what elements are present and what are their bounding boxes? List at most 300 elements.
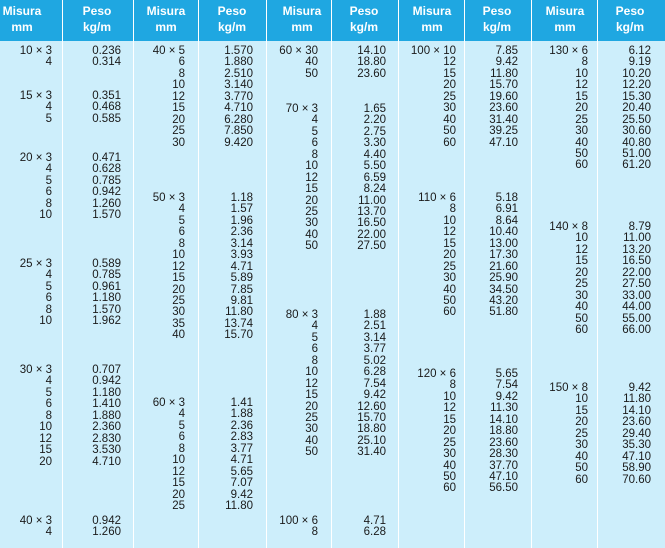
- misura-cell: 10: [39, 209, 52, 222]
- misura-cell: 50: [575, 462, 588, 475]
- misura-cell: 6: [45, 292, 52, 305]
- misura-cell: 15: [305, 389, 318, 402]
- peso-cell: 16.50: [622, 255, 651, 268]
- peso-cell: 0.707: [92, 364, 121, 376]
- peso-cell: 13.74: [224, 317, 253, 330]
- peso-cell: 43.20: [489, 294, 518, 307]
- misura-cell: 30 × 3: [19, 364, 52, 376]
- misura-cell: 6: [45, 398, 52, 411]
- peso-cell: 5.65: [495, 368, 518, 380]
- misura-cell: 10: [575, 232, 588, 245]
- misura-cell: 12: [39, 432, 52, 445]
- peso-cell: 2.83: [230, 431, 253, 444]
- peso-header: [202, 3, 262, 39]
- misura-cell: 4: [178, 408, 185, 421]
- table-row: [0, 527, 665, 538]
- peso-cell: 6.28: [363, 366, 386, 379]
- misura-cell: 25: [172, 294, 185, 307]
- peso-cell: 10.40: [489, 226, 518, 239]
- misura-cell: 15: [172, 477, 185, 490]
- misura-cell: 4: [45, 56, 52, 69]
- misura-cell: 5: [45, 280, 52, 293]
- misura-cell: 10: [443, 390, 456, 403]
- peso-cell: 0.785: [92, 174, 121, 187]
- peso-cell: 11.00: [358, 194, 386, 207]
- misura-cell: 25: [575, 278, 588, 291]
- misura-cell: 12: [172, 90, 185, 103]
- peso-cell: 9.81: [230, 294, 253, 307]
- peso-cell: 1.41: [230, 397, 253, 409]
- table-row: [0, 383, 665, 394]
- peso-cell: 25.10: [357, 434, 386, 447]
- peso-cell: 51.00: [622, 147, 651, 160]
- header-unit: mm: [554, 20, 576, 34]
- misura-cell: 60: [575, 323, 588, 336]
- table-row: [0, 57, 665, 68]
- misura-cell: 25: [575, 113, 588, 126]
- misura-cell: 8: [178, 237, 185, 250]
- misura-cell: 10: [575, 67, 588, 80]
- peso-cell: 25.50: [622, 113, 651, 126]
- header-unit: mm: [291, 20, 313, 34]
- misura-cell: 40 × 3: [19, 515, 52, 527]
- misura-cell: 30: [575, 289, 588, 302]
- misura-cell: 30: [575, 439, 588, 452]
- misura-cell: 15: [575, 404, 588, 417]
- peso-cell: 7.54: [363, 377, 386, 390]
- misura-cell: 15: [443, 237, 456, 250]
- header-label: Misura: [545, 4, 585, 18]
- misura-cell: 60: [443, 136, 456, 149]
- peso-cell: 3.770: [224, 90, 253, 103]
- peso-cell: 34.50: [489, 283, 518, 296]
- misura-cell: 15: [443, 413, 456, 426]
- peso-cell: 3.30: [363, 137, 386, 150]
- peso-cell: 15.70: [489, 79, 518, 92]
- misura-cell: 30: [172, 306, 185, 319]
- peso-cell: 7.54: [495, 379, 518, 392]
- misura-cell: 20: [39, 455, 52, 468]
- peso-cell: 11.80: [225, 499, 253, 512]
- peso-cell: 6.59: [363, 171, 386, 184]
- peso-cell: 3.140: [224, 79, 253, 92]
- peso-cell: 55.00: [622, 312, 651, 325]
- misura-cell: 6: [311, 343, 318, 356]
- misura-cell: 40: [443, 459, 456, 472]
- table-row: [0, 138, 665, 149]
- misura-cell: 30: [443, 272, 456, 285]
- header-label: Misura: [2, 4, 42, 18]
- peso-cell: 14.10: [357, 45, 386, 57]
- misura-cell: 30: [172, 136, 185, 149]
- peso-cell: 12.20: [622, 79, 651, 92]
- peso-cell: 11.80: [623, 393, 651, 406]
- misura-cell: 20: [305, 194, 318, 207]
- peso-cell: 2.75: [363, 125, 386, 138]
- misura-cell: 20: [575, 416, 588, 429]
- peso-cell: 1.570: [92, 303, 121, 316]
- misura-cell: 110 × 6: [418, 192, 456, 204]
- peso-cell: 1.18: [230, 192, 253, 204]
- peso-cell: 7.850: [224, 125, 253, 138]
- peso-cell: 25.90: [489, 272, 518, 285]
- peso-cell: 11.80: [225, 306, 253, 319]
- table-row: [0, 80, 665, 91]
- misura-cell: 12: [575, 79, 588, 92]
- table-row: [0, 406, 665, 417]
- misura-cell: 8: [311, 526, 318, 539]
- misura-cell: 12: [305, 377, 318, 390]
- peso-cell: 22.00: [622, 266, 651, 279]
- misura-cell: 5: [45, 386, 52, 399]
- peso-cell: 28.30: [489, 448, 518, 461]
- peso-cell: 47.10: [489, 136, 518, 149]
- table-row: [0, 173, 665, 184]
- misura-cell: 10: [305, 160, 318, 173]
- peso-cell: 1.410: [92, 398, 121, 411]
- misura-cell: 60: [575, 159, 588, 172]
- misura-cell: 4: [311, 114, 318, 127]
- misura-cell: 8: [449, 203, 456, 216]
- peso-cell: 9.42: [495, 56, 518, 69]
- peso-cell: 4.710: [224, 102, 253, 115]
- peso-cell: 23.60: [622, 416, 651, 429]
- misura-cell: 20: [172, 113, 185, 126]
- misura-cell: 30: [305, 217, 318, 230]
- peso-cell: 31.40: [357, 446, 386, 459]
- peso-cell: 7.07: [230, 477, 253, 490]
- header-unit: kg/m: [82, 20, 111, 34]
- misura-cell: 60: [443, 306, 456, 319]
- misura-cell: 80 × 3: [285, 309, 318, 321]
- misura-cell: 15: [172, 102, 185, 115]
- peso-cell: 6.91: [495, 203, 518, 216]
- table-row: [0, 149, 665, 160]
- peso-cell: 47.10: [489, 470, 518, 483]
- peso-cell: 33.00: [622, 289, 651, 302]
- misura-cell: 130 × 6: [549, 45, 588, 57]
- peso-cell: 1.880: [224, 56, 253, 69]
- misura-cell: 15: [172, 272, 185, 285]
- peso-header: [67, 3, 127, 39]
- misura-cell: 8: [178, 67, 185, 80]
- table-row: [0, 279, 665, 290]
- misura-cell: 30: [575, 125, 588, 138]
- peso-cell: 35.30: [622, 439, 651, 452]
- peso-cell: 21.60: [489, 260, 518, 273]
- misura-cell: 100 × 10: [410, 45, 456, 57]
- peso-cell: 23.60: [489, 436, 518, 449]
- header-unit: mm: [421, 20, 443, 34]
- peso-cell: 4.71: [363, 515, 386, 527]
- peso-cell: 2.360: [92, 421, 121, 434]
- peso-cell: 70.60: [622, 473, 651, 486]
- peso-cell: 20.40: [622, 102, 651, 115]
- peso-cell: 2.830: [92, 432, 121, 445]
- peso-cell: 5.65: [230, 465, 253, 478]
- table-row: [0, 256, 665, 267]
- table-row: [0, 475, 665, 486]
- misura-cell: 8: [178, 442, 185, 455]
- peso-cell: 1.260: [92, 197, 121, 210]
- peso-cell: 15.70: [224, 329, 253, 342]
- peso-cell: 5.89: [230, 272, 253, 285]
- table-row: [0, 69, 665, 80]
- peso-cell: 7.85: [230, 283, 253, 296]
- peso-cell: 9.42: [628, 382, 651, 394]
- misura-cell: 20: [443, 79, 456, 92]
- peso-cell: 9.42: [230, 488, 253, 501]
- misura-cell: 20: [443, 425, 456, 438]
- peso-cell: 10.20: [622, 67, 651, 80]
- misura-cell: 20 × 3: [19, 152, 52, 164]
- table-row: [0, 46, 665, 57]
- peso-cell: 18.80: [489, 425, 518, 438]
- misura-cell: 15: [575, 255, 588, 268]
- peso-cell: 12.60: [357, 400, 386, 413]
- peso-cell: 17.30: [489, 249, 518, 262]
- misura-cell: 10: [172, 454, 185, 467]
- peso-cell: 23.60: [489, 102, 518, 115]
- misura-cell: 4: [311, 320, 318, 333]
- peso-cell: 2.510: [224, 67, 253, 80]
- misura-cell: 25: [172, 125, 185, 138]
- peso-cell: 2.36: [230, 419, 253, 432]
- peso-cell: 3.530: [92, 444, 121, 457]
- misura-cell: 25: [305, 411, 318, 424]
- misura-cell: 5: [178, 419, 185, 432]
- table-row: [0, 126, 665, 137]
- table-row: [0, 452, 665, 463]
- misura-cell: 35: [172, 317, 185, 330]
- table-row: [0, 233, 665, 244]
- size-group: [0, 46, 665, 172]
- peso-cell: 61.20: [622, 159, 651, 172]
- header-label: Peso: [217, 4, 247, 18]
- table-row: [0, 302, 665, 313]
- misura-cell: 5: [311, 331, 318, 344]
- peso-cell: 3.14: [363, 331, 386, 344]
- misura-cell: 6: [45, 186, 52, 199]
- misura-cell: 15: [575, 90, 588, 103]
- peso-cell: 9.42: [495, 390, 518, 403]
- peso-cell: 19.60: [489, 90, 518, 103]
- peso-cell: 0.314: [92, 56, 121, 69]
- misura-cell: 12: [575, 243, 588, 256]
- peso-cell: 14.10: [489, 413, 518, 426]
- table-row: [0, 204, 665, 215]
- peso-cell: 4.71: [230, 260, 253, 273]
- table-row: [0, 429, 665, 440]
- peso-cell: 0.589: [92, 258, 121, 270]
- misura-header: [0, 3, 52, 39]
- misura-cell: 40: [575, 450, 588, 463]
- peso-cell: 1.88: [363, 309, 386, 321]
- misura-cell: 40: [443, 283, 456, 296]
- peso-cell: 4.710: [92, 455, 121, 468]
- header-label: Peso: [615, 4, 645, 18]
- peso-cell: 1.65: [363, 103, 386, 115]
- peso-cell: 31.40: [489, 113, 518, 126]
- misura-cell: 100 × 6: [279, 515, 318, 527]
- misura-cell: 20: [172, 283, 185, 296]
- misura-cell: 12: [443, 226, 456, 239]
- misura-cell: 50: [575, 147, 588, 160]
- misura-cell: 8: [45, 303, 52, 316]
- misura-cell: 60 × 30: [279, 45, 318, 57]
- peso-cell: 2.36: [230, 226, 253, 239]
- table-row: [0, 344, 665, 355]
- peso-cell: 5.18: [495, 192, 518, 204]
- peso-cell: 8.64: [495, 214, 518, 227]
- misura-cell: 8: [311, 148, 318, 161]
- peso-cell: 0.471: [92, 152, 121, 164]
- peso-cell: 5.50: [363, 160, 386, 173]
- misura-cell: 5: [45, 112, 52, 125]
- peso-cell: 1.88: [230, 408, 253, 421]
- header-label: Peso: [482, 4, 512, 18]
- peso-cell: 11.80: [490, 67, 518, 80]
- misura-cell: 15 × 3: [19, 90, 52, 102]
- misura-header: [402, 3, 462, 39]
- misura-cell: 4: [45, 163, 52, 176]
- misura-cell: 6: [178, 431, 185, 444]
- peso-cell: 0.961: [92, 280, 121, 293]
- header-label: Misura: [146, 4, 186, 18]
- peso-cell: 1.570: [92, 209, 121, 222]
- peso-cell: 1.962: [92, 315, 121, 328]
- misura-cell: 10: [172, 79, 185, 92]
- misura-cell: 40: [305, 56, 318, 69]
- peso-cell: 15.30: [622, 90, 651, 103]
- peso-cell: 16.50: [357, 217, 386, 230]
- peso-cell: 0.942: [92, 375, 121, 388]
- misura-cell: 50: [305, 446, 318, 459]
- peso-cell: 29.40: [622, 427, 651, 440]
- misura-cell: 12: [172, 465, 185, 478]
- table-row: [0, 222, 665, 233]
- misura-cell: 5: [45, 174, 52, 187]
- peso-cell: 7.85: [495, 45, 518, 57]
- peso-header: [600, 3, 660, 39]
- misura-cell: 10 × 3: [19, 45, 52, 57]
- misura-cell: 60: [443, 482, 456, 495]
- misura-cell: 10: [305, 366, 318, 379]
- misura-cell: 20: [172, 488, 185, 501]
- header-label: Peso: [82, 4, 112, 18]
- misura-cell: 8: [311, 354, 318, 367]
- misura-cell: 50: [575, 312, 588, 325]
- misura-cell: 10: [443, 214, 456, 227]
- peso-cell: 6.280: [224, 113, 253, 126]
- misura-cell: 8: [45, 409, 52, 422]
- table-row: [0, 92, 665, 103]
- misura-cell: 30: [443, 448, 456, 461]
- misura-cell: 25: [443, 90, 456, 103]
- misura-cell: 10: [39, 315, 52, 328]
- misura-cell: 25 × 3: [19, 258, 52, 270]
- peso-cell: 1.180: [92, 292, 121, 305]
- misura-cell: 20: [575, 102, 588, 115]
- peso-cell: 66.00: [622, 323, 651, 336]
- header-label: Misura: [282, 4, 322, 18]
- table-row: [0, 325, 665, 336]
- header-unit: kg/m: [349, 20, 378, 34]
- misura-cell: 25: [443, 260, 456, 273]
- misura-cell: 10: [172, 249, 185, 262]
- peso-cell: 58.90: [622, 462, 651, 475]
- misura-cell: 70 × 3: [285, 103, 318, 115]
- peso-cell: 1.57: [230, 203, 253, 216]
- peso-cell: 13.20: [622, 243, 651, 256]
- misura-cell: 25: [575, 427, 588, 440]
- misura-cell: 50: [443, 125, 456, 138]
- peso-cell: 5.02: [363, 354, 386, 367]
- peso-cell: 1.570: [224, 45, 253, 57]
- size-group: [0, 222, 665, 336]
- peso-cell: 44.00: [622, 301, 651, 314]
- misura-header: [272, 3, 332, 39]
- misura-cell: 25: [305, 205, 318, 218]
- misura-cell: 40: [575, 136, 588, 149]
- misura-header: [535, 3, 595, 39]
- peso-cell: 0.351: [92, 90, 121, 102]
- peso-cell: 22.00: [357, 228, 386, 241]
- peso-cell: 0.585: [92, 112, 121, 125]
- header-label: Misura: [412, 4, 452, 18]
- misura-cell: 15: [305, 183, 318, 196]
- misura-cell: 50: [305, 67, 318, 80]
- table-row: [0, 356, 665, 367]
- misura-cell: 4: [178, 203, 185, 216]
- peso-cell: 0.628: [92, 163, 121, 176]
- misura-cell: 6: [178, 226, 185, 239]
- peso-cell: 1.96: [230, 214, 253, 227]
- misura-cell: 10: [575, 393, 588, 406]
- misura-cell: 150 × 8: [549, 382, 588, 394]
- misura-cell: 8: [45, 197, 52, 210]
- peso-cell: 11.00: [623, 232, 651, 245]
- peso-cell: 9.420: [224, 136, 253, 149]
- peso-cell: 18.80: [357, 56, 386, 69]
- peso-header: [467, 3, 527, 39]
- peso-cell: 13.00: [489, 237, 518, 250]
- misura-cell: 25: [172, 499, 185, 512]
- misura-cell: 50: [443, 470, 456, 483]
- table-row: [0, 501, 665, 512]
- misura-cell: 15: [39, 444, 52, 457]
- misura-cell: 4: [45, 269, 52, 282]
- header-unit: kg/m: [217, 20, 246, 34]
- table-row: [0, 112, 665, 126]
- misura-cell: 120 × 6: [417, 368, 456, 380]
- peso-cell: 23.60: [357, 67, 386, 80]
- peso-cell: 4.71: [230, 454, 253, 467]
- peso-cell: 9.42: [363, 389, 386, 402]
- peso-cell: 0.785: [92, 269, 121, 282]
- misura-cell: 5: [311, 125, 318, 138]
- peso-cell: 2.51: [363, 320, 386, 333]
- peso-cell: 27.50: [622, 278, 651, 291]
- misura-cell: 4: [45, 526, 52, 539]
- misura-cell: 50: [305, 240, 318, 253]
- peso-cell: 3.93: [230, 249, 253, 262]
- peso-cell: 15.70: [357, 411, 386, 424]
- table-row: [0, 390, 665, 406]
- header-label: Peso: [349, 4, 379, 18]
- misura-cell: 60 × 3: [152, 397, 185, 409]
- misura-cell: 140 × 8: [549, 221, 588, 233]
